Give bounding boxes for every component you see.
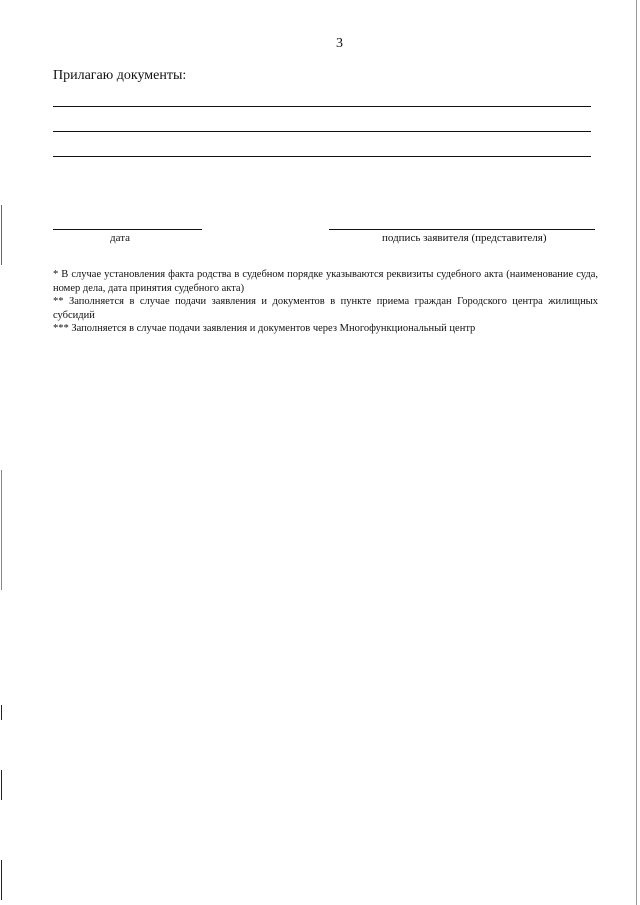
attachment-line-1 [53, 106, 591, 107]
footnotes [53, 268, 598, 336]
date-caption: дата [110, 232, 131, 244]
footnote-3: *** Заполняется в случае подачи заявления и документов через Многофункциональный центр [53, 323, 476, 334]
date-line [53, 229, 202, 230]
scan-edge-mark [636, 0, 637, 905]
attachment-line-2 [53, 131, 591, 132]
scan-edge-mark [1, 205, 2, 265]
scan-edge-mark [1, 770, 2, 800]
signature-caption: подпись заявителя (представителя) [382, 232, 547, 244]
footnote-2: ** Заполняется в случае подачи заявления и документов в пункте приема граждан Городского центра жилищных субсидий [53, 296, 598, 321]
signature-line [329, 229, 595, 230]
footnote-1: * В случае установления факта родства в судебном порядке указываются реквизиты судебного акта (наименование суда, номер дела, дата принятия судебного акта) [53, 269, 598, 294]
attachment-line-3 [53, 156, 591, 157]
scan-edge-mark [1, 705, 2, 720]
scan-edge-mark [1, 860, 2, 900]
scan-edge-mark [1, 470, 2, 590]
attachments-heading: Прилагаю документы: [53, 68, 187, 83]
page-number: 3 [336, 36, 343, 51]
